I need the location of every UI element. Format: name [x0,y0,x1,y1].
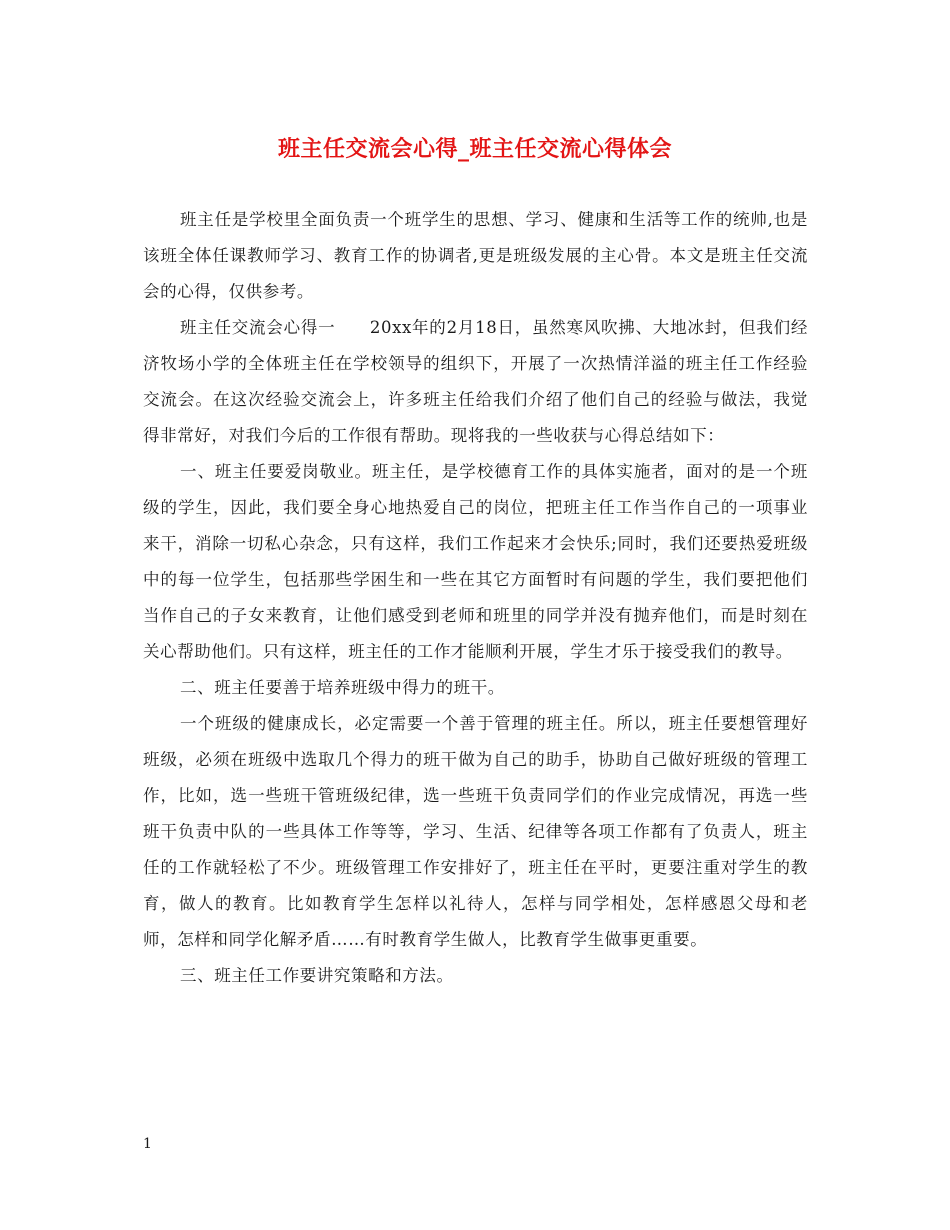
intro-paragraph: 班主任是学校里全面负责一个班学生的思想、学习、健康和生活等工作的统帅,也是该班全体任课教师学习、教育工作的协调者,更是班级发展的主心骨。本文是班主任交流会的心得，仅供参考。 [143,210,808,301]
experience-one-paragraph: 班主任交流会心得一 20xx年的2月18日，虽然寒风吹拂、大地冰封，但我们经济牧场小学的全体班主任在学校领导的组织下，开展了一次热情洋溢的班主任工作经验交流会。在这次经验交流会上，许多班主任给我们介绍了他们自己的经验与做法，我觉得非常好，对我们今后的工作很有帮助。现将我的一些收获与心得总结如下： [143,318,808,445]
point-two-paragraph: 一个班级的健康成长，必定需要一个善于管理的班主任。所以，班主任要想管理好班级，必须在班级中选取几个得力的班干做为自己的助手，协助自己做好班级的管理工作，比如，选一些班干管班级纪律，选一些班干负责同学们的作业完成情况，再选一些班干负责中队的一些具体工作等等，学习、生活、纪律等各项工作都有了负责人，班主任的工作就轻松了不少。班级管理工作安排好了，班主任在平时，更要注重对学生的教育，做人的教育。比如教育学生怎样以礼待人，怎样与同学相处，怎样感恩父母和老师，怎样和同学化解矛盾……有时教育学生做人，比教育学生做事更重要。 [143,714,808,949]
point-two-heading: 二、班主任要善于培养班级中得力的班干。 [180,678,505,697]
point-three-heading: 三、班主任工作要讲究策略和方法。 [180,966,454,985]
document-title: 班主任交流会心得_班主任交流心得体会 [277,136,672,162]
point-one-paragraph: 一、班主任要爱岗敬业。班主任，是学校德育工作的具体实施者，面对的是一个班级的学生，因此，我们要全身心地热爱自己的岗位，把班主任工作当作自己的一项事业来干，消除一切私心杂念，只有这样，我们工作起来才会快乐;同时，我们还要热爱班级中的每一位学生，包括那些学困生和一些在其它方面暂时有问题的学生，我们要把他们当作自己的子女来教育，让他们感受到老师和班里的同学并没有抛弃他们，而是时刻在关心帮助他们。只有这样，班主任的工作才能顺利开展，学生才乐于接受我们的教导。 [143,462,808,661]
page-number: 1 [143,1136,152,1152]
document-body [143,202,808,994]
